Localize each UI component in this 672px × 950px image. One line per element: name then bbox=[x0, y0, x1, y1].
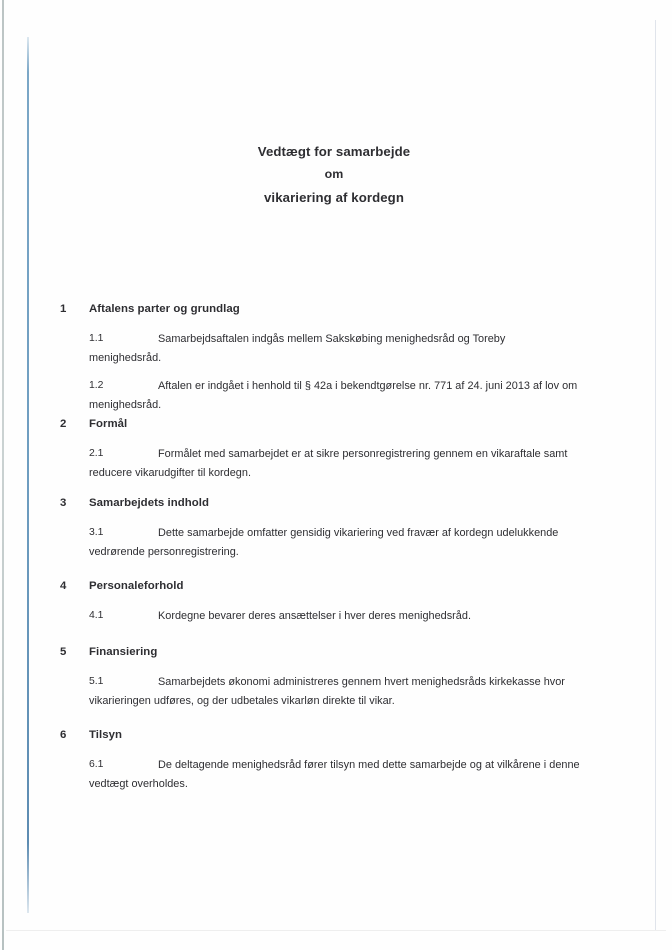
clause-6-1-text: De deltagende menighedsråd fører tilsyn med dette samarbejde og at vilkårene i denne vedtægt overholdes. bbox=[89, 759, 580, 790]
clause-1-1 bbox=[0, 330, 672, 367]
section-6-number: 6 bbox=[60, 729, 67, 741]
section-3 bbox=[0, 497, 672, 561]
section-1-title: Aftalens parter og grundlag bbox=[89, 303, 240, 315]
section-3-heading bbox=[0, 497, 672, 514]
section-1-heading bbox=[0, 303, 672, 320]
section-3-title: Samarbejdets indhold bbox=[89, 497, 209, 509]
section-4-title: Personaleforhold bbox=[89, 580, 184, 592]
clause-6-1 bbox=[0, 756, 672, 793]
clause-1-2-number: 1.2 bbox=[89, 380, 104, 391]
section-4-number: 4 bbox=[60, 580, 67, 592]
title-line-2: om bbox=[324, 167, 344, 181]
section-4 bbox=[0, 580, 672, 626]
clause-2-1-number: 2.1 bbox=[89, 448, 104, 459]
clause-4-1 bbox=[0, 607, 672, 626]
clause-3-1-text: Dette samarbejde omfatter gensidig vikariering ved fravær af kordegn udelukkende vedrørende personregistrering. bbox=[89, 527, 559, 558]
clause-4-1-text: Kordegne bevarer deres ansættelser i hver deres menighedsråd. bbox=[158, 610, 471, 622]
title-line-1: Vedtægt for samarbejde bbox=[257, 144, 411, 159]
section-5-title: Finansiering bbox=[89, 646, 158, 658]
clause-6-1-number: 6.1 bbox=[89, 759, 104, 770]
document-title bbox=[60, 140, 608, 209]
clause-2-1 bbox=[0, 445, 672, 482]
title-line-3: vikariering af kordegn bbox=[264, 190, 404, 205]
section-2-number: 2 bbox=[60, 418, 67, 430]
section-5-heading bbox=[0, 646, 672, 663]
clause-1-1-number: 1.1 bbox=[89, 333, 104, 344]
section-6-heading bbox=[0, 729, 672, 746]
section-6-title: Tilsyn bbox=[89, 729, 123, 741]
section-6 bbox=[0, 729, 672, 793]
clause-5-1-text: Samarbejdets økonomi administreres gennem hvert menighedsråds kirkekasse hvor vikarieringen udføres, og der udbetales vikarløn direkte til vikar. bbox=[89, 676, 565, 707]
section-1-number: 1 bbox=[60, 303, 67, 315]
clause-3-1-number: 3.1 bbox=[89, 527, 104, 538]
clause-1-2 bbox=[0, 377, 672, 414]
clause-5-1-number: 5.1 bbox=[89, 676, 104, 687]
section-2-heading bbox=[0, 418, 672, 435]
section-2-title: Formål bbox=[89, 418, 128, 430]
clause-1-2-text: Aftalen er indgået i henhold til § 42a i bekendtgørelse nr. 771 af 24. juni 2013 af lov om menighedsråd. bbox=[89, 380, 578, 411]
section-5-number: 5 bbox=[60, 646, 67, 658]
section-3-number: 3 bbox=[60, 497, 67, 509]
clause-3-1 bbox=[0, 524, 672, 561]
section-5 bbox=[0, 646, 672, 710]
clause-5-1 bbox=[0, 673, 672, 710]
section-4-heading bbox=[0, 580, 672, 597]
clause-1-1-text: Samarbejdsaftalen indgås mellem Sakskøbing menighedsråd og Toreby menighedsråd. bbox=[89, 333, 506, 364]
section-2 bbox=[0, 418, 672, 482]
section-1 bbox=[0, 303, 672, 414]
clause-4-1-number: 4.1 bbox=[89, 610, 104, 621]
clause-2-1-text: Formålet med samarbejdet er at sikre personregistrering gennem en vikaraftale samt reducere vikarudgifter til kordegn. bbox=[89, 448, 568, 479]
